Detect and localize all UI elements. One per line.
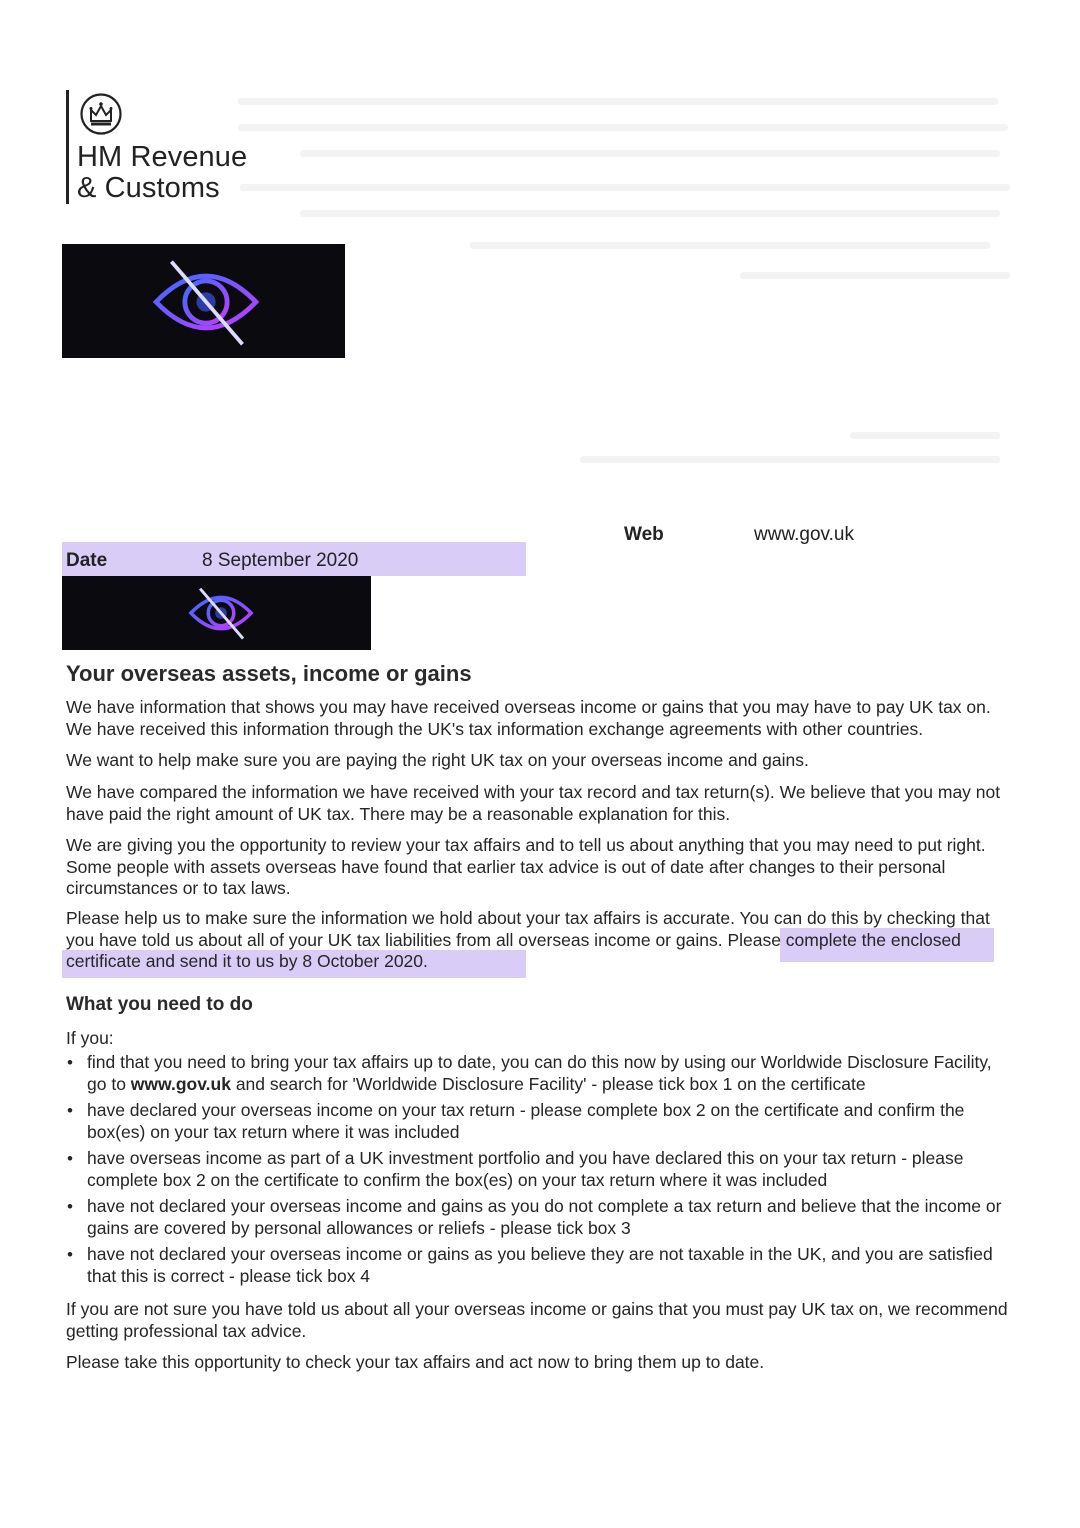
web-label: Web — [624, 524, 664, 545]
date-label: Date — [66, 550, 108, 571]
paragraph-3: We have compared the information we have received with your tax record and tax return(s). We believe that you may not have paid the right amount of UK tax. There may be a reasonable explanation for this. — [66, 782, 1001, 824]
crown-crest-icon — [79, 92, 123, 136]
section-heading: What you need to do — [66, 994, 253, 1015]
letter-title: Your overseas assets, income or gains — [66, 661, 472, 686]
eye-slash-icon — [186, 584, 256, 642]
deadline-sentence: Please complete the enclosed certificate and send it to us by 8 October 2020. — [66, 929, 961, 971]
paragraph-4: We are giving you the opportunity to review your tax affairs and to tell us about anything that you may need to put right. Some people with assets overseas have found that earlier tax advice is out of date after changes to their personal circumstances or to tax laws. — [66, 835, 986, 898]
logo-line-1: HM Revenue — [77, 141, 248, 173]
list-item-text: find that you need to bring your tax affairs up to date, you can do this now by using our Worldwide Disclosure Facility, go to — [87, 1052, 992, 1094]
bleed-through-line — [238, 124, 1008, 131]
list-item: • have not declared your overseas income and gains as you do not complete a tax return and believe that the income or gains are covered by personal allowances or reliefs - please tick box 3 — [66, 1196, 1012, 1239]
bleed-through-line — [850, 432, 1000, 439]
if-you-label: If you: — [66, 1028, 114, 1048]
list-item: • have not declared your overseas income or gains as you believe they are not taxable in the UK, and you are satisfied that this is correct - please tick box 4 — [66, 1244, 1012, 1287]
list-item: • have declared your overseas income on your tax return - please complete box 2 on the certificate and confirm the box(es) on your tax return where it was included — [66, 1100, 1012, 1143]
web-link[interactable]: www.gov.uk — [754, 524, 854, 545]
action-list — [66, 1052, 1012, 1292]
paragraph-2: We want to help make sure you are paying the right UK tax on your overseas income and gains. — [66, 750, 809, 770]
bleed-through-line — [240, 184, 1010, 191]
gov-uk-link[interactable]: www.gov.uk — [130, 1073, 231, 1094]
paragraph-7: Please take this opportunity to check your tax affairs and act now to bring them up to date. — [66, 1352, 765, 1372]
bleed-through-line — [300, 210, 1000, 217]
logo-rule — [66, 90, 69, 204]
list-item-text: and search for 'Worldwide Disclosure Facility' - please tick box 1 on the certificate — [230, 1073, 866, 1094]
bleed-through-line — [740, 272, 1010, 279]
date-value: 8 September 2020 — [202, 550, 359, 571]
eye-slash-icon — [146, 254, 266, 350]
list-item: • have overseas income as part of a UK investment portfolio and you have declared this on your tax return - please complete box 2 on the certificate to confirm the box(es) on your tax return where it was included — [66, 1148, 1012, 1191]
paragraph-1: We have information that shows you may have received overseas income or gains that you may have to pay UK tax on. We have received this information through the UK's tax information exchange agreements with other countries. — [66, 697, 991, 739]
paragraph-5-text: Please help us to make sure the information we hold about your tax affairs is accurate. You can do this by checking that you have told us about all of your UK tax liabilities from all overseas income or gains. — [66, 908, 990, 950]
list-item — [66, 1052, 1012, 1095]
bleed-through-line — [300, 150, 1000, 157]
redacted-reference-block — [62, 576, 371, 650]
redacted-address-block — [62, 244, 345, 358]
bleed-through-line — [238, 98, 998, 105]
paragraph-5 — [66, 908, 1012, 973]
logo-line-2: & Customs — [77, 172, 220, 204]
logo-wordmark — [77, 142, 247, 204]
paragraph-6: If you are not sure you have told us about all your overseas income or gains that you must pay UK tax on, we recommend getting professional tax advice. — [66, 1299, 1008, 1341]
bleed-through-line — [470, 242, 990, 249]
bleed-through-line — [580, 456, 1000, 463]
